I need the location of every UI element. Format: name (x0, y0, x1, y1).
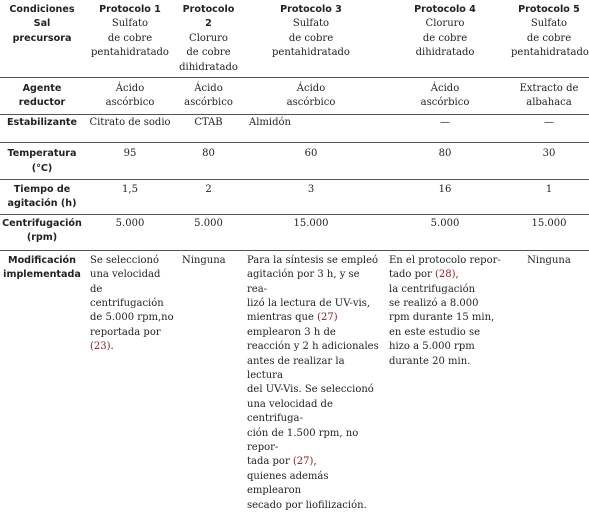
stabilizer-p4: — (381, 114, 509, 142)
header-row (0, 0, 589, 78)
modification-p5: Ninguna (527, 254, 571, 266)
header-conditions-cell (0, 0, 84, 78)
protocol-4-title: Protocolo 4 (414, 4, 476, 15)
stabilizer-p1: Citrato de sodio (84, 114, 176, 142)
header-conditions-label: Condiciones (9, 4, 75, 15)
modification-p2: Ninguna (182, 254, 226, 266)
row-modification (0, 250, 589, 513)
centrifugation-p5: 15.000 (509, 214, 589, 250)
row-centrifugation (0, 214, 589, 250)
protocol-1-precursor: Sulfato de cobre pentahidratado (91, 18, 169, 59)
header-protocol-3 (241, 0, 381, 78)
temperature-p1: 95 (84, 143, 176, 180)
reducing-agent-p1: Ácido ascórbico (84, 78, 176, 115)
reducing-agent-p2: Ácido ascórbico (176, 78, 241, 115)
protocol-2-precursor: Cloruro de cobre dihidratado (179, 32, 238, 73)
stabilizer-p2: CTAB (176, 114, 241, 142)
stabilizer-p5: — (509, 114, 589, 142)
row-temperature (0, 143, 589, 180)
label-centrifugation: Centrifugación (rpm) (0, 214, 84, 250)
temperature-p5: 30 (509, 143, 589, 180)
row-stabilizer (0, 114, 589, 142)
label-modification: Modificación implementada (3, 254, 81, 281)
stirring-time-p3: 3 (241, 180, 381, 215)
temperature-p3: 60 (241, 143, 381, 180)
citation-link-28[interactable]: (28) (434, 269, 456, 281)
stirring-time-p2: 2 (176, 180, 241, 215)
protocol-5-precursor: Sulfato de cobre pentahidratado (511, 18, 589, 59)
centrifugation-p3: 15.000 (241, 214, 381, 250)
stirring-time-p4: 16 (381, 180, 509, 215)
protocol-1-title: Protocolo 1 (99, 4, 161, 15)
protocol-3-precursor: Sulfato de cobre pentahidratado (272, 18, 350, 59)
stirring-time-p5: 1 (509, 180, 589, 215)
protocol-4-precursor: Cloruro de cobre dihidratado (415, 18, 475, 59)
temperature-p4: 80 (381, 143, 509, 180)
label-stirring-time: Tiempo de agitación (h) (0, 180, 84, 215)
header-protocol-1 (84, 0, 176, 78)
modification-p3: Para la síntesis se empleó agitación por 3 h, y se rea- lizó la lectura de UV-vis, mientras que (27) emplearon 3 h de reacción y 2 h adicionales antes de realizar la lectura del UV-Vis. Se seleccionó una velocidad de centrifuga- ción de 1.500 rpm, no repor- tada por (27), quienes además emplearon secado por liofilización. (247, 254, 379, 511)
citation-link-27-second[interactable]: (27) (292, 456, 314, 468)
protocol-2-title: Protocolo 2 (182, 4, 235, 30)
label-reducing-agent: Agente reductor (0, 78, 84, 115)
header-precursor-label: Sal precursora (12, 18, 72, 44)
modification-p4: En el protocolo repor- tado por (28), la centrifugación se realizó a 8.000 rpm durante 15 min, en este estudio se hizo a 5.000 rpm durante 20 min. (389, 254, 501, 367)
protocol-3-title: Protocolo 3 (280, 4, 342, 15)
reducing-agent-p5: Extracto de albahaca (509, 78, 589, 115)
row-reducing-agent (0, 78, 589, 115)
citation-link-23[interactable]: (23) (90, 341, 111, 353)
label-stabilizer: Estabilizante (0, 114, 84, 142)
protocol-5-title: Protocolo 5 (518, 4, 580, 15)
temperature-p2: 80 (176, 143, 241, 180)
header-protocol-2 (176, 0, 241, 78)
header-protocol-4 (381, 0, 509, 78)
centrifugation-p1: 5.000 (84, 214, 176, 250)
reducing-agent-p4: Ácido ascórbico (381, 78, 509, 115)
stirring-time-p1: 1,5 (84, 180, 176, 215)
header-protocol-5 (509, 0, 589, 78)
row-stirring-time (0, 180, 589, 215)
stabilizer-p3: Almidón (241, 114, 381, 142)
modification-p1: Se seleccionó una velocidad de centrifugación de 5.000 rpm,no reportada por (23). (90, 254, 174, 353)
centrifugation-p2: 5.000 (176, 214, 241, 250)
centrifugation-p4: 5.000 (381, 214, 509, 250)
label-temperature: Temperatura (°C) (0, 143, 84, 180)
citation-link-27[interactable]: (27) (317, 312, 338, 324)
reducing-agent-p3: Ácido ascórbico (241, 78, 381, 115)
